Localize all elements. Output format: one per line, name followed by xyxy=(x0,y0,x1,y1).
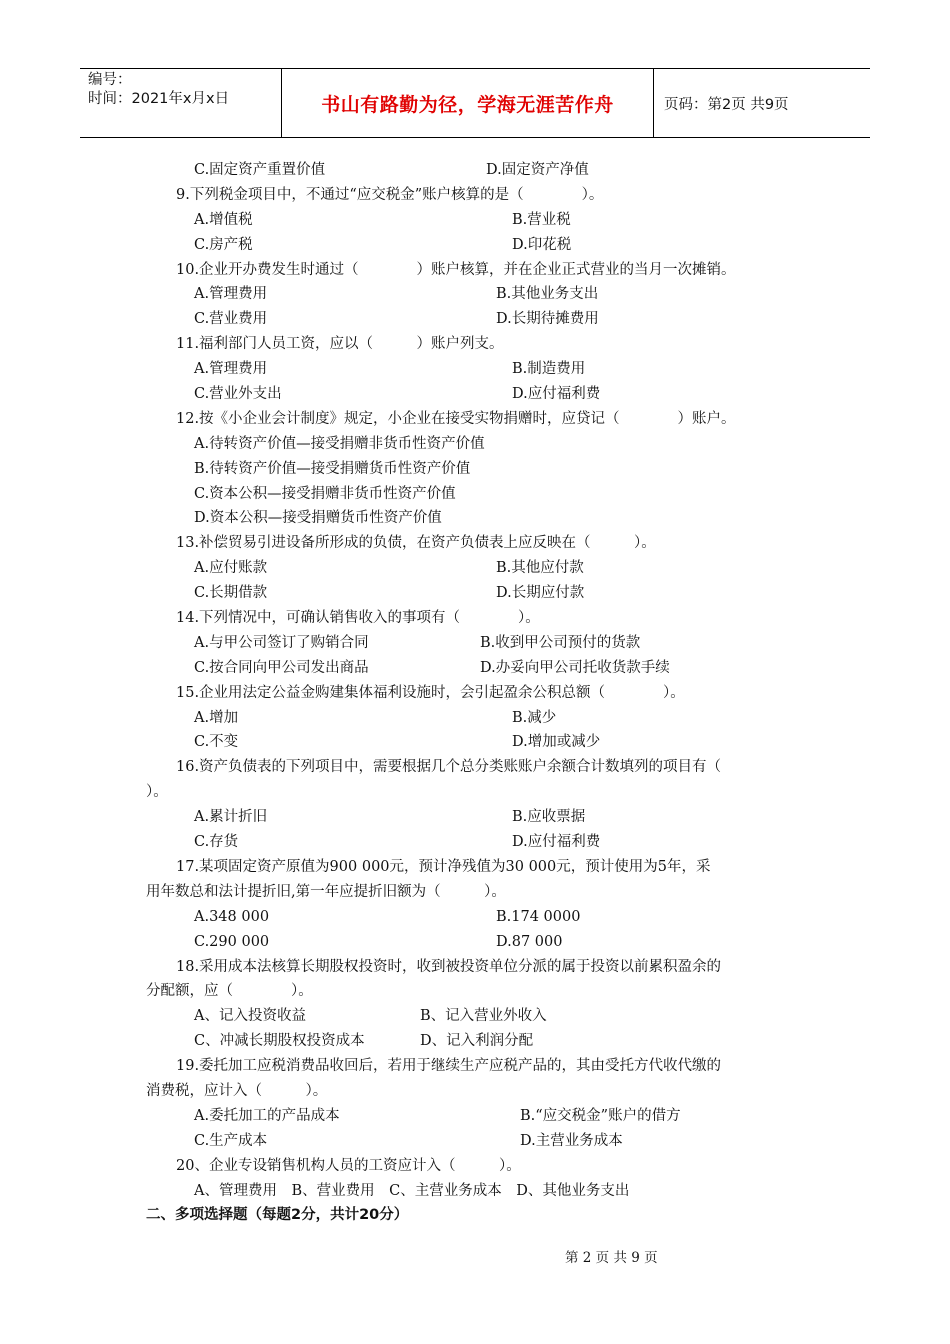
option-right: B、记入营业外收入 xyxy=(420,1008,547,1025)
question-text: 11.福利部门人员工资，应以（ ）账户列支。 xyxy=(176,336,504,353)
option-left: A、管理费用 B、营业费用 C、主营业务成本 D、其他业务支出 xyxy=(194,1182,630,1199)
option-line xyxy=(0,905,950,930)
question-text: 20、企业专设销售机构人员的工资应计入（ ）。 xyxy=(176,1157,521,1174)
question-text: 9.下列税金项目中，不通过“应交税金”账户核算的是（ ）。 xyxy=(176,186,604,203)
question-continuation: 分配额，应（ ）。 xyxy=(146,983,313,1000)
question-text: 10.企业开办费发生时通过（ ）账户核算，并在企业正式营业的当月一次摊销。 xyxy=(176,261,736,278)
continuation-line xyxy=(0,979,950,1004)
option-line xyxy=(0,357,950,382)
option-line xyxy=(0,233,950,258)
question-line xyxy=(0,332,950,357)
option-line xyxy=(0,457,950,482)
question-continuation: ）。 xyxy=(146,784,168,801)
option-line xyxy=(0,930,950,955)
option-right: B.其他业务支出 xyxy=(496,286,599,303)
option-left: C.资本公积—接受捐赠非货币性资产价值 xyxy=(194,485,456,502)
option-line xyxy=(0,581,950,606)
header-motto: 书山有路勤为径，学海无涯苦作舟 xyxy=(282,69,654,137)
option-line xyxy=(0,307,950,332)
question-line xyxy=(0,1154,950,1179)
continuation-line xyxy=(0,780,950,805)
option-right: D.固定资产净值 xyxy=(486,162,589,178)
option-line xyxy=(0,1004,950,1029)
question-text: 13.补偿贸易引进设备所形成的负债，在资产负债表上应反映在（ ）。 xyxy=(176,535,656,552)
question-body xyxy=(0,158,950,1228)
option-right: B.174 0000 xyxy=(496,908,581,925)
question-line xyxy=(0,1054,950,1079)
option-right: B.其他应付款 xyxy=(496,560,584,577)
option-left: A.管理费用 xyxy=(194,361,268,378)
question-line xyxy=(0,755,950,780)
option-left: C.营业费用 xyxy=(194,311,268,328)
option-right: B.营业税 xyxy=(512,211,571,228)
option-line xyxy=(0,830,950,855)
option-line xyxy=(0,706,950,731)
option-left: C.生产成本 xyxy=(194,1132,268,1149)
question-text: 19.委托加工应税消费品收回后，若用于继续生产应税产品的，其由受托方代收代缴的 xyxy=(176,1058,722,1075)
question-line xyxy=(0,681,950,706)
option-line xyxy=(0,382,950,407)
question-text: 14.下列情况中，可确认销售收入的事项有（ ）。 xyxy=(176,610,540,627)
number-label: 编号： xyxy=(88,72,132,88)
header-page-info: 页码：第2页 共9页 xyxy=(664,96,789,113)
question-text: 17.某项固定资产原值为900 000元，预计净残值为30 000元，预计使用为5年，采 xyxy=(176,858,711,875)
option-right: D.印花税 xyxy=(512,236,572,253)
question-line xyxy=(0,258,950,283)
option-left: D.资本公积—接受捐赠货币性资产价值 xyxy=(194,510,442,527)
section-title: 二、多项选择题（每题2分，共计20分） xyxy=(146,1207,409,1224)
option-line xyxy=(0,158,950,183)
question-text: 16.资产负债表的下列项目中，需要根据几个总分类账账户余额合计数填列的项目有（ xyxy=(176,759,722,776)
option-right: D.应付福利费 xyxy=(512,834,601,851)
option-line xyxy=(0,805,950,830)
option-left: C、冲减长期股权投资成本 xyxy=(194,1033,365,1050)
option-right: D、记入利润分配 xyxy=(420,1033,534,1050)
question-line xyxy=(0,606,950,631)
time-label: 时间：2021年x月x日 xyxy=(88,91,230,107)
option-right: B.“应交税金”账户的借方 xyxy=(520,1107,681,1124)
question-text: 18.采用成本法核算长期股权投资时，收到被投资单位分派的属于投资以前累积盈余的 xyxy=(176,958,722,975)
option-left: A.348 000 xyxy=(194,908,270,925)
question-line xyxy=(0,407,950,432)
header-left-cell xyxy=(80,69,282,137)
option-line xyxy=(0,1129,950,1154)
option-line xyxy=(0,1179,950,1204)
option-line xyxy=(0,1029,950,1054)
option-line xyxy=(0,656,950,681)
option-left: C.固定资产重置价值 xyxy=(194,162,326,178)
option-left: A.委托加工的产品成本 xyxy=(194,1107,340,1124)
section-heading xyxy=(0,1203,950,1228)
option-left: A.待转资产价值—接受捐赠非货币性资产价值 xyxy=(194,435,485,452)
question-text: 15.企业用法定公益金购建集体福利设施时，会引起盈余公积总额（ ）。 xyxy=(176,684,685,701)
question-line xyxy=(0,855,950,880)
option-left: C.长期借款 xyxy=(194,585,268,602)
question-continuation: 消费税，应计入（ ）。 xyxy=(146,1082,328,1099)
continuation-line xyxy=(0,1079,950,1104)
option-right: D.增加或减少 xyxy=(512,734,601,751)
option-left: C.按合同向甲公司发出商品 xyxy=(194,659,369,676)
option-right: D.主营业务成本 xyxy=(520,1132,623,1149)
option-line xyxy=(0,631,950,656)
option-left: C.290 000 xyxy=(194,933,270,950)
option-line xyxy=(0,1104,950,1129)
footer-page-number: 第 2 页 共 9 页 xyxy=(565,1250,658,1266)
option-line xyxy=(0,282,950,307)
option-line xyxy=(0,432,950,457)
option-left: A.增加 xyxy=(194,709,239,726)
option-right: D.应付福利费 xyxy=(512,386,601,403)
option-left: A.与甲公司签订了购销合同 xyxy=(194,634,369,651)
option-right: B.收到甲公司预付的货款 xyxy=(480,634,641,651)
question-text: 12.按《小企业会计制度》规定，小企业在接受实物捐赠时，应贷记（ ）账户。 xyxy=(176,410,736,427)
option-right: B.应收票据 xyxy=(512,809,586,826)
option-line xyxy=(0,556,950,581)
question-line xyxy=(0,531,950,556)
option-right: D.87 000 xyxy=(496,933,563,950)
option-left: A.增值税 xyxy=(194,211,253,228)
question-continuation: 用年数总和法计提折旧,第一年应提折旧额为（ ）。 xyxy=(146,883,506,900)
option-right: D.办妥向甲公司托收货款手续 xyxy=(480,659,670,676)
option-left: A.累计折旧 xyxy=(194,809,268,826)
page-header xyxy=(80,68,870,138)
option-line xyxy=(0,506,950,531)
option-right: D.长期应付款 xyxy=(496,585,585,602)
option-line xyxy=(0,208,950,233)
option-right: D.长期待摊费用 xyxy=(496,311,599,328)
question-line xyxy=(0,955,950,980)
option-left: A、记入投资收益 xyxy=(194,1008,306,1025)
option-left: A.管理费用 xyxy=(194,286,268,303)
option-left: C.不变 xyxy=(194,734,239,751)
option-left: C.存货 xyxy=(194,834,239,851)
option-left: C.营业外支出 xyxy=(194,386,282,403)
option-line xyxy=(0,482,950,507)
option-right: B.减少 xyxy=(512,709,557,726)
option-right: B.制造费用 xyxy=(512,361,586,378)
option-left: B.待转资产价值—接受捐赠货币性资产价值 xyxy=(194,460,471,477)
option-left: A.应付账款 xyxy=(194,560,268,577)
option-line xyxy=(0,730,950,755)
question-line xyxy=(0,183,950,208)
option-left: C.房产税 xyxy=(194,236,253,253)
continuation-line xyxy=(0,880,950,905)
